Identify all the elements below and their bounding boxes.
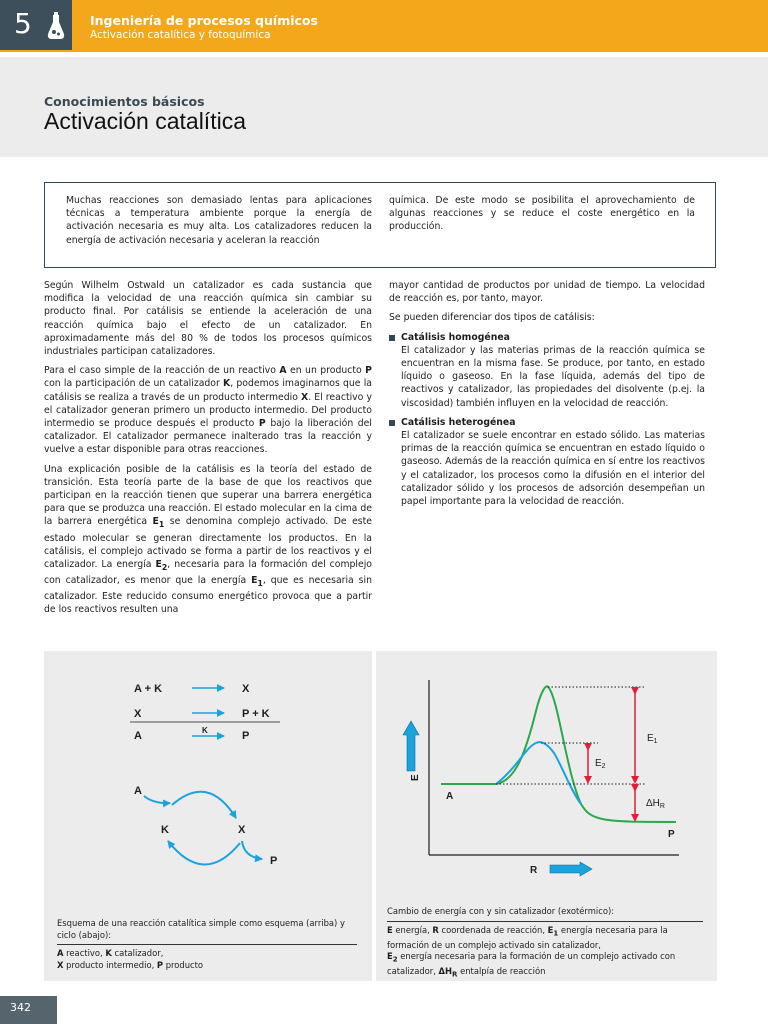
header-subtitle: Activación catalítica y fotoquímica: [90, 29, 271, 41]
caption-legend-line-1: A reactivo, K catalizador,: [57, 948, 164, 958]
left-column: [44, 279, 372, 616]
cycle-arrow-out: [242, 841, 262, 859]
label-reactant: A: [446, 791, 454, 802]
caption-legend-line-2: X producto intermedio, P producto: [57, 959, 204, 970]
right-column: [389, 279, 705, 508]
bullet-heading: Catálisis homogénea: [401, 331, 510, 343]
header-title: Ingeniería de procesos químicos: [90, 13, 318, 28]
cycle-arrow-top: [172, 792, 236, 818]
label-product: P: [668, 829, 675, 840]
caption-reaction-scheme: [57, 918, 357, 971]
curve-uncatalyzed: [441, 686, 676, 822]
paragraph-transition-state: Una explicación posible de la catálisis es la teoría del estado de transición. Esta teoría parte de la base de que los reactivos que participan en la reacción tienen que superar una barrera energética para que se produzca una reacción. El estado molecular en la cima de la barrera energética $E_1$ se denomina complejo activado. De este estado molecular se generan directamente los productos. En la catálisis, el complejo activado se forma a partir de los reactivos y el catalizador. La energía $E_2$, necesaria para la formación del complejo con catalizador, es menor que la energía $E_1$, que es necesaria sin catalizador. Este reducido consumo energético provoca que a partir de los reactivos resulten una: [44, 463, 372, 616]
bullet-heterogeneous: [389, 416, 705, 508]
cycle-label-k: K: [161, 824, 169, 836]
bullet-text: El catalizador y las materias primas de la reacción química se encuentran en la misma fase. Se produce, por tanto, en estado líquido o gaseoso. En la fase líquida, además del tipo de reactivos y catalizador, las propiedades del disolvente (p.ej. la viscosidad) también influyen en la velocidad de reacción.: [401, 344, 705, 409]
curve-catalyzed: [496, 742, 581, 804]
chapter-number: 5: [14, 7, 32, 40]
intro-text-left: Muchas reacciones son demasiado lentas para aplicaciones técnicas a temperatura ambiente porque la energía de activación necesaria es muy alta. Los catalizadores reducen la energía de activación necesaria y aceleran la reacción: [66, 195, 372, 246]
cycle-label-a: A: [134, 785, 142, 797]
caption-rule: [387, 921, 703, 922]
scheme-r3-left: A: [134, 730, 142, 742]
bullet-square-icon: [389, 420, 395, 426]
bullet-homogeneous: [389, 331, 705, 410]
scheme-r3-right: P: [242, 730, 250, 742]
flask-icon: [46, 12, 66, 46]
page-number: 342: [10, 1001, 31, 1014]
reaction-axis-arrow: [550, 862, 592, 876]
caption-energy-diagram: [387, 906, 703, 982]
scheme-r2-left: X: [134, 708, 142, 720]
paragraph-continuation: mayor cantidad de productos por unidad de tiempo. La velocidad de reacción es, por tanto, mayor.: [389, 280, 705, 305]
cycle-label-x: X: [238, 824, 246, 836]
paragraph-types-intro: Se pueden diferenciar dos tipos de catálisis:: [389, 312, 595, 324]
caption-rule: [57, 944, 357, 945]
bullet-square-icon: [389, 335, 395, 341]
label-reaction-coordinate: R: [530, 865, 538, 876]
label-e2: $E_2$: [595, 758, 606, 770]
paragraph-ostwald: Según Wilhelm Ostwald un catalizador es cada sustancia que modifica la velocidad de una reacción química sin cambiar su producto final. Por catálisis se entiende la aceleración de una reacción química bajo el efecto de un catalizador. En aproximadamente más del 80 % de todos los procesos químicos industriales participan catalizadores.: [44, 280, 372, 358]
caption-text: Esquema de una reacción catalítica simple como esquema (arriba) y ciclo (abajo):: [57, 918, 345, 940]
bullet-heading: Catálisis heterogénea: [401, 416, 516, 428]
scheme-r1-left: A + K: [134, 683, 163, 695]
section-title: Activación catalítica: [44, 108, 246, 134]
label-energy: E: [410, 774, 421, 781]
intro-text-right: química. De este modo se posibilita el aprovechamiento de algunas reacciones y se reduce el coste energético en la producción.: [389, 195, 695, 233]
cycle-arrow-in: [144, 796, 170, 803]
label-delta-h: $\Delta H_R$: [646, 798, 665, 810]
label-e1: $E_1$: [647, 733, 658, 745]
cycle-arrow-bottom: [168, 841, 240, 865]
bullet-text: El catalizador se suele encontrar en estado sólido. Las materias primas de la reacción química se encuentran en estado líquido o gaseoso. Además de la reacción química en sí entre los reactivos y el catalizador, los procesos como la difusión en el interior del catalizador sólido y los procesos de adsorción desempeñan un papel importante para la velocidad de reacción.: [401, 430, 705, 508]
scheme-catalyst-label: K: [202, 726, 208, 735]
scheme-r1-right: X: [242, 683, 250, 695]
cycle-label-p: P: [270, 855, 278, 867]
energy-axis-arrow: [403, 721, 419, 771]
caption-legend: E energía, R coordenada de reacción, $E_1$ energía necesaria para la formación de un complejo activado sin catalizador, $E_2$ energía necesaria para la formación de un complejo activado con catalizador, $\Delta H_R$ entalpía de reacción: [387, 924, 676, 980]
section-label: Conocimientos básicos: [44, 94, 205, 109]
paragraph-simple-case: Para el caso simple de la reacción de un reactivo A en un producto P con la participación de un catalizador K, podemos imaginarnos que la catálisis se realiza a través de un producto intermedio X. El reactivo y el catalizador generan primero un producto intermedio. Del producto intermedio se produce después el producto P bajo la liberación del catalizador. El catalizador permanece inalterado tras la reacción y vuelve a estar disponible para otras reacciones.: [44, 365, 372, 456]
scheme-r2-right: P + K: [242, 708, 270, 720]
caption-text: Cambio de energía con y sin catalizador (exotérmico):: [387, 906, 615, 916]
